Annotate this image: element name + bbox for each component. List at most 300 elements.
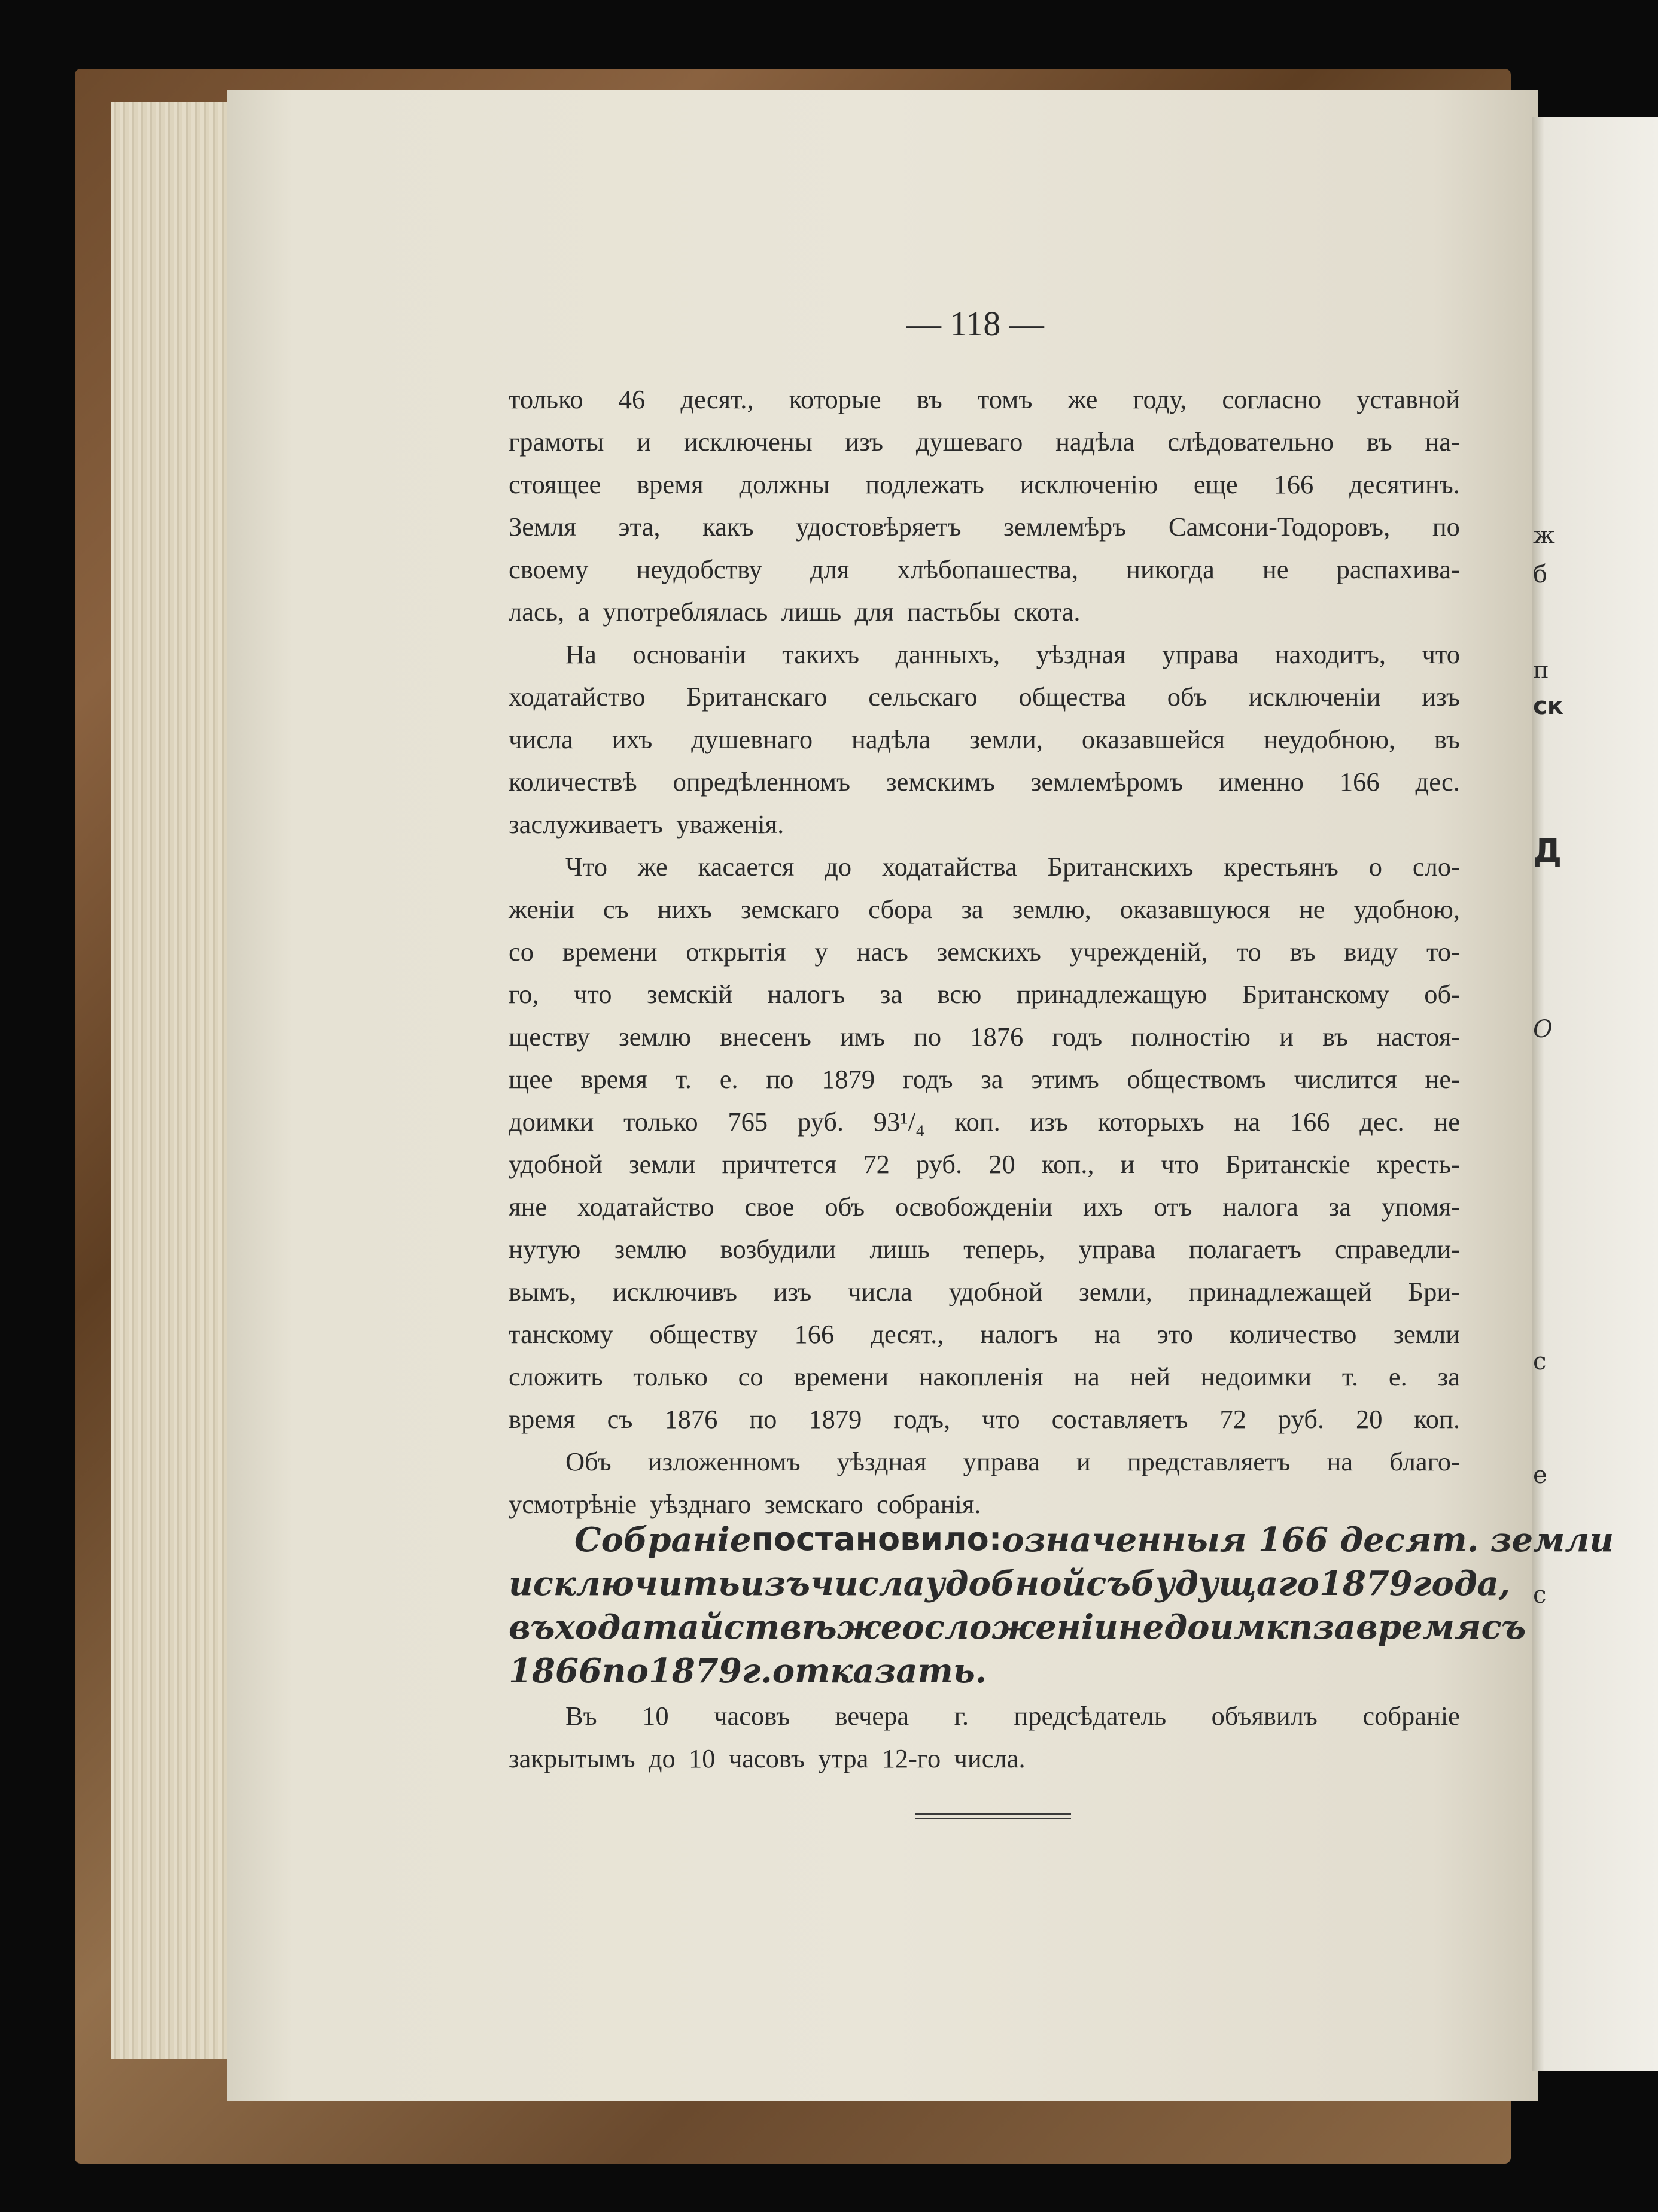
text-line: [509, 1745, 1460, 1775]
word: объ: [825, 1192, 865, 1222]
word: руб.: [1277, 1404, 1324, 1434]
text-line: [509, 1321, 1460, 1351]
word: теперь,: [963, 1234, 1045, 1264]
word: время: [509, 1404, 576, 1434]
word: Земля: [509, 512, 576, 542]
word: только: [623, 1107, 698, 1137]
word: удобной: [509, 1149, 603, 1179]
word: удобною,: [1353, 894, 1460, 924]
word: въ: [1289, 937, 1316, 967]
word: сложить: [509, 1362, 603, 1391]
word: года,: [1412, 1564, 1511, 1603]
word: собранія.: [877, 1489, 981, 1519]
right-page-fragment: п: [1533, 657, 1549, 684]
word: въ: [916, 384, 942, 414]
word: пастьбы: [907, 597, 1000, 627]
word: никогда: [1126, 554, 1215, 584]
word: неудобству: [636, 554, 762, 584]
word: только: [633, 1362, 708, 1391]
word: причтется: [722, 1149, 837, 1179]
word: учрежденій,: [1069, 937, 1208, 967]
word: 46: [618, 384, 646, 414]
word: налогъ: [980, 1319, 1058, 1349]
word: десят.,: [680, 384, 754, 414]
word: обществу: [649, 1319, 758, 1349]
word: 72: [863, 1149, 890, 1179]
word: надѣла: [851, 724, 931, 754]
right-page-fragment: б: [1533, 561, 1548, 588]
word: будущаго: [1130, 1564, 1319, 1603]
right-page-fragment: ск: [1533, 692, 1563, 720]
word: налогъ: [767, 979, 845, 1009]
word: принадлежащую: [1016, 979, 1207, 1009]
word: на-: [1425, 427, 1460, 457]
word: удостовѣряетъ: [796, 512, 962, 542]
text-line: [509, 1193, 1460, 1223]
word: земскаго: [740, 894, 840, 924]
word: хлѣбопашества,: [897, 554, 1079, 584]
word: это: [1157, 1319, 1193, 1349]
word: Объ: [565, 1447, 612, 1476]
word: крестьянъ: [1224, 852, 1338, 882]
word: 1879: [648, 1651, 742, 1691]
word: году,: [1133, 384, 1187, 414]
word: На: [565, 639, 597, 669]
word: и: [1279, 1022, 1294, 1052]
word: ихъ: [1083, 1192, 1124, 1222]
resolution-verb: постановило:: [751, 1520, 1002, 1558]
word: исключивъ: [612, 1277, 737, 1306]
word: Самсони-Тодоровъ,: [1168, 512, 1391, 542]
word: по: [749, 1404, 777, 1434]
word: земскихъ: [936, 937, 1041, 967]
word: руб.: [915, 1149, 963, 1179]
word: настоя-: [1377, 1022, 1460, 1052]
word: за: [1328, 1192, 1352, 1222]
word: не-: [1425, 1064, 1460, 1094]
word: которыхъ: [1097, 1107, 1204, 1137]
word: 12-го: [881, 1743, 941, 1773]
word: же: [836, 1608, 902, 1647]
word: земли,: [1079, 1277, 1152, 1306]
word: по: [1432, 512, 1460, 542]
word: земскій: [647, 979, 733, 1009]
text-line: [509, 1278, 1460, 1308]
word: годъ: [902, 1064, 953, 1094]
word: Бри-: [1408, 1277, 1460, 1306]
word: имъ: [839, 1022, 885, 1052]
word: часовъ: [714, 1701, 790, 1731]
word: данныхъ,: [895, 639, 1000, 669]
word: именно: [1219, 767, 1304, 797]
word: со: [509, 937, 534, 967]
word: же: [637, 852, 668, 882]
word: уѣздная: [1036, 639, 1126, 669]
word: уваженія.: [676, 809, 784, 839]
word: своему: [509, 554, 589, 584]
word: е.: [1388, 1362, 1407, 1391]
word: ней: [1130, 1362, 1170, 1391]
word: т.: [1341, 1362, 1359, 1391]
word: еще: [1193, 469, 1238, 499]
word: грамоты: [509, 427, 604, 457]
word: исключены: [683, 427, 813, 457]
word: слѣдовательно: [1167, 427, 1334, 457]
word: накопленія: [918, 1362, 1044, 1391]
word: до: [825, 852, 852, 882]
word: т.: [675, 1064, 692, 1094]
word: изъ: [1422, 682, 1460, 712]
word: изложенномъ: [647, 1447, 801, 1476]
word: для: [854, 597, 894, 627]
word: коп.: [954, 1107, 1000, 1137]
word: возбудили: [720, 1234, 836, 1264]
word: открытія: [686, 937, 786, 967]
word: 1879: [1319, 1564, 1413, 1603]
right-page-fragment: с: [1533, 1581, 1547, 1609]
word: 166: [1289, 1107, 1330, 1137]
word: за: [981, 1064, 1003, 1094]
word: изъ: [845, 427, 884, 457]
text-line: [509, 1066, 1460, 1096]
word: что: [982, 1404, 1020, 1434]
word: основаніи: [632, 639, 746, 669]
word: по: [766, 1064, 794, 1094]
word: которые: [789, 384, 881, 414]
word: а: [577, 597, 590, 627]
text-line: [509, 1703, 1460, 1733]
right-page-fragment: е: [1533, 1462, 1547, 1489]
word: и: [1120, 1149, 1135, 1179]
word: душевнаго: [691, 724, 813, 754]
word: же: [1067, 384, 1098, 414]
word: стоящее: [509, 469, 601, 499]
text-line: [509, 1406, 1460, 1436]
word: внесенъ: [720, 1022, 811, 1052]
word: представляетъ: [1127, 1447, 1291, 1476]
word: вымъ,: [509, 1277, 577, 1306]
word: что: [574, 979, 612, 1009]
word: отказать.: [772, 1651, 987, 1691]
word: въ: [1322, 1022, 1348, 1052]
text-line: [509, 471, 1460, 501]
word: управа: [963, 1447, 1040, 1476]
word: закрытымъ: [509, 1743, 635, 1773]
word: благо-: [1389, 1447, 1460, 1476]
page-number: — 118 —: [906, 304, 1044, 343]
word: только: [509, 384, 583, 414]
word: землю,: [1012, 894, 1091, 924]
word: годъ: [1052, 1022, 1103, 1052]
word: земскаго: [764, 1489, 863, 1519]
text-line: [509, 1363, 1460, 1393]
word: Британскіе: [1225, 1149, 1350, 1179]
word: составляетъ: [1051, 1404, 1188, 1434]
word: щее: [509, 1064, 553, 1094]
word: изъ: [1030, 1107, 1069, 1137]
word: эта,: [618, 512, 661, 542]
word: о: [902, 1608, 924, 1647]
word: 93¹/₄: [873, 1107, 925, 1137]
resolution-line: [509, 1564, 1511, 1603]
word: не: [1262, 554, 1289, 584]
word: Что: [565, 852, 608, 882]
word: дес.: [1359, 1107, 1404, 1137]
word: съ: [607, 1404, 633, 1434]
word: 1879: [822, 1064, 875, 1094]
word: оказавшейся: [1081, 724, 1225, 754]
resolution-line: [509, 1520, 1614, 1560]
word: недоимки: [1200, 1362, 1312, 1391]
word: за: [1313, 1608, 1356, 1647]
word: съ: [1086, 1564, 1131, 1603]
word: 166: [794, 1319, 835, 1349]
text-line: [509, 768, 1460, 798]
word: ходатайство: [509, 682, 646, 712]
text-line: [509, 811, 1460, 841]
word: Британскому: [1242, 979, 1389, 1009]
word: надѣла: [1055, 427, 1135, 457]
word: скота.: [1013, 597, 1081, 627]
word: ходатайства: [882, 852, 1017, 882]
word: удобной: [948, 1277, 1043, 1306]
word: танскому: [509, 1319, 613, 1349]
word: числа: [509, 724, 573, 754]
word: должны: [739, 469, 830, 499]
word: числа.: [954, 1743, 1026, 1773]
word: Британскихъ: [1047, 852, 1194, 882]
word: ходатайствѣ: [555, 1608, 837, 1647]
word: лишь: [869, 1234, 930, 1264]
text-line: [509, 853, 1460, 883]
word: земли: [1393, 1319, 1460, 1349]
word: числится: [1294, 1064, 1397, 1094]
closing-rule: [915, 1813, 1071, 1819]
word: го,: [509, 979, 539, 1009]
text-line: [509, 896, 1460, 926]
text-line: [509, 386, 1460, 416]
word: отъ: [1154, 1192, 1192, 1222]
word: со: [738, 1362, 763, 1391]
word: землю: [614, 1234, 687, 1264]
word: неудобною,: [1264, 724, 1396, 754]
word: 166: [1273, 469, 1314, 499]
right-page: [1532, 117, 1658, 2071]
right-page-fragment: Д: [1533, 832, 1562, 870]
word: общества: [1018, 682, 1126, 712]
text-line: [509, 514, 1460, 543]
word: налога: [1222, 1192, 1298, 1222]
word: что: [1161, 1149, 1200, 1179]
word: земли,: [969, 724, 1043, 754]
word: уѣздная: [836, 1447, 927, 1476]
word: насъ: [856, 937, 908, 967]
word: душеваго: [915, 427, 1023, 457]
word: исключенію: [1020, 469, 1158, 499]
word: е.: [719, 1064, 738, 1094]
word: об-: [1424, 979, 1460, 1009]
word: коп.,: [1041, 1149, 1094, 1179]
word: въ: [1434, 724, 1460, 754]
word: сельскаго: [868, 682, 978, 712]
word: 166: [1339, 767, 1380, 797]
word: на: [1073, 1362, 1100, 1391]
text-line: [509, 1023, 1460, 1053]
word: время: [580, 1064, 648, 1094]
right-page-fragment: О: [1533, 1016, 1553, 1043]
word: въ: [509, 1608, 555, 1647]
word: вечера: [835, 1701, 909, 1731]
word: числа: [848, 1277, 912, 1306]
word: не: [1434, 1107, 1460, 1137]
right-page-fragment: ж: [1533, 522, 1555, 549]
word: на: [1234, 1107, 1261, 1137]
word: заслуживаетъ: [509, 809, 663, 839]
text-line: [509, 641, 1460, 671]
word: руб.: [797, 1107, 844, 1137]
word: доимки: [509, 1107, 594, 1137]
word: за: [1437, 1362, 1460, 1391]
text-line: [509, 556, 1460, 586]
word: и: [1076, 1447, 1091, 1476]
word: часовъ: [728, 1743, 805, 1773]
word: употреблялась: [603, 597, 768, 627]
word: нихъ: [657, 894, 712, 924]
word: томъ: [977, 384, 1033, 414]
word: не: [1298, 894, 1325, 924]
word: у: [814, 937, 828, 967]
word: ществу: [509, 1022, 591, 1052]
word: освобожденіи: [895, 1192, 1053, 1222]
word: женіи: [509, 894, 574, 924]
word: годъ,: [893, 1404, 951, 1434]
word: удобной: [925, 1564, 1087, 1603]
word: исключеніи: [1248, 682, 1381, 712]
word: что: [1422, 639, 1460, 669]
resolution-text: означенныя 166 десят. земли: [1002, 1520, 1614, 1560]
text-line: [509, 429, 1460, 458]
text-line: [509, 683, 1460, 713]
word: распахива-: [1336, 554, 1460, 584]
word: время: [1356, 1608, 1481, 1647]
word: Въ: [565, 1701, 597, 1731]
word: въ: [1366, 427, 1392, 457]
word: опредѣленномъ: [673, 767, 851, 797]
word: 10: [689, 1743, 716, 1773]
word: яне: [509, 1192, 547, 1222]
word: лась,: [509, 597, 565, 627]
word: 765: [728, 1107, 768, 1137]
text-line: [509, 938, 1460, 968]
word: виду: [1344, 937, 1398, 967]
word: числа: [810, 1564, 926, 1603]
word: для: [810, 554, 850, 584]
word: землемѣромъ: [1030, 767, 1184, 797]
word: за: [880, 979, 903, 1009]
word: количествѣ: [509, 767, 637, 797]
word: на: [1094, 1319, 1121, 1349]
word: обществомъ: [1127, 1064, 1266, 1094]
word: 1876: [970, 1022, 1024, 1052]
word: дес.: [1415, 767, 1460, 797]
text-line: [509, 726, 1460, 756]
word: собраніе: [1362, 1701, 1460, 1731]
word: оказавшуюся: [1119, 894, 1270, 924]
word: полностію: [1131, 1022, 1251, 1052]
resolution-subject: Собраніе: [574, 1520, 752, 1560]
word: усмотрѣніе: [509, 1489, 637, 1519]
word: кресть-: [1376, 1149, 1460, 1179]
word: съ: [603, 894, 629, 924]
word: г.: [741, 1651, 772, 1691]
resolution-line: [509, 1651, 1466, 1691]
word: 1876: [664, 1404, 718, 1434]
word: согласно: [1222, 384, 1322, 414]
word: съ: [1481, 1608, 1526, 1647]
word: управа: [1162, 639, 1239, 669]
word: времени: [793, 1362, 889, 1391]
word: десят.,: [871, 1319, 944, 1349]
text-line: [509, 981, 1460, 1011]
word: по: [601, 1651, 649, 1691]
word: упомя-: [1382, 1192, 1460, 1222]
word: уставной: [1356, 384, 1460, 414]
word: объявилъ: [1211, 1701, 1318, 1731]
word: коп.: [1414, 1404, 1460, 1434]
word: на: [1327, 1447, 1353, 1476]
text-line: [509, 1151, 1460, 1181]
word: ходатайство: [577, 1192, 714, 1222]
word: недоимкп: [1118, 1608, 1313, 1647]
word: свое: [744, 1192, 795, 1222]
word: утра: [818, 1743, 869, 1773]
word: какъ: [702, 512, 754, 542]
word: 20: [1355, 1404, 1383, 1434]
word: объ: [1167, 682, 1207, 712]
word: то: [1236, 937, 1261, 967]
word: 10: [642, 1701, 669, 1731]
word: предсѣдатель: [1014, 1701, 1167, 1731]
text-line: [509, 598, 1460, 628]
word: подлежать: [865, 469, 984, 499]
text-line: [509, 1491, 1460, 1521]
word: находитъ,: [1274, 639, 1386, 669]
word: время: [637, 469, 704, 499]
word: уѣзднаго: [650, 1489, 752, 1519]
word: изъ: [773, 1277, 812, 1306]
right-page-fragment: с: [1533, 1348, 1547, 1375]
word: сложеніи: [924, 1608, 1118, 1647]
word: Британскаго: [686, 682, 828, 712]
word: такихъ: [782, 639, 860, 669]
word: землемѣръ: [1003, 512, 1127, 542]
word: сбора: [868, 894, 933, 924]
word: 1879: [808, 1404, 862, 1434]
word: десятинъ.: [1349, 469, 1460, 499]
word: касается: [698, 852, 795, 882]
word: за: [961, 894, 984, 924]
word: 1866: [509, 1651, 602, 1691]
text-line: [509, 1108, 1460, 1138]
word: количество: [1229, 1319, 1357, 1349]
word: до: [648, 1743, 676, 1773]
text-line: [509, 1236, 1460, 1266]
word: времени: [562, 937, 658, 967]
word: изъ: [740, 1564, 810, 1603]
text-line: [509, 1448, 1460, 1478]
word: и: [637, 427, 652, 457]
word: ихъ: [612, 724, 653, 754]
